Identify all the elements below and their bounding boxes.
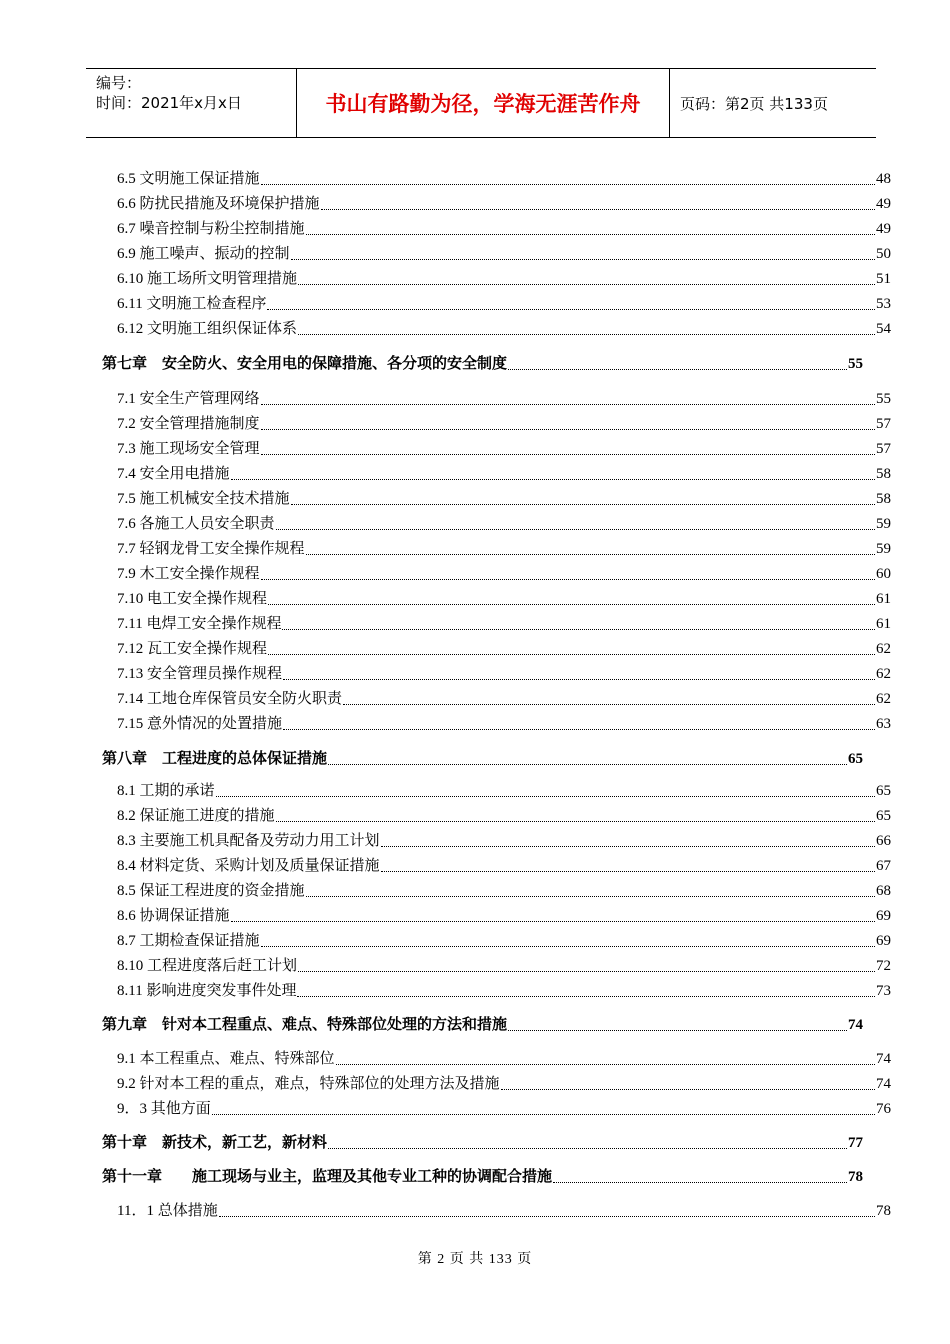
toc-entry-page: 55 xyxy=(876,391,891,407)
toc-section-entry[interactable] xyxy=(117,388,891,410)
toc-entry-page: 61 xyxy=(876,616,891,632)
toc-entry-page: 69 xyxy=(876,933,891,949)
toc-section-entry[interactable] xyxy=(117,293,891,315)
toc-entry-page: 74 xyxy=(876,1051,891,1067)
toc-section-entry[interactable] xyxy=(117,538,891,560)
toc-entry-title: 8.1 工期的承诺 xyxy=(117,783,215,799)
toc-section-entry[interactable] xyxy=(117,193,891,215)
toc-section-entry[interactable] xyxy=(117,980,891,1002)
toc-dot-leader xyxy=(276,821,875,822)
toc-entry-title: 6.5 文明施工保证措施 xyxy=(117,171,260,187)
toc-entry-title: 第十一章 施工现场与业主，监理及其他专业工种的协调配合措施 xyxy=(102,1169,553,1185)
toc-section-entry[interactable] xyxy=(117,563,891,585)
toc-dot-leader xyxy=(381,846,875,847)
toc-section-entry[interactable] xyxy=(117,688,891,710)
toc-section-entry[interactable] xyxy=(117,905,891,927)
toc-dot-leader xyxy=(283,729,875,730)
toc-chapter-entry[interactable] xyxy=(102,1166,863,1188)
toc-entry-page: 68 xyxy=(876,883,891,899)
toc-entry-page: 78 xyxy=(876,1203,891,1219)
toc-entry-title: 9.1 本工程重点、难点、特殊部位 xyxy=(117,1051,335,1067)
toc-entry-title: 7.9 木工安全操作规程 xyxy=(117,566,260,582)
toc-dot-leader xyxy=(268,654,875,655)
toc-entry-title: 7.13 安全管理员操作规程 xyxy=(117,666,283,682)
toc-section-entry[interactable] xyxy=(117,663,891,685)
toc-entry-title: 6.12 文明施工组织保证体系 xyxy=(117,321,298,337)
toc-entry-page: 53 xyxy=(876,296,891,312)
toc-dot-leader xyxy=(298,284,875,285)
toc-entry-page: 67 xyxy=(876,858,891,874)
toc-dot-leader xyxy=(553,1182,847,1183)
toc-entry-page: 49 xyxy=(876,221,891,237)
toc-section-entry[interactable] xyxy=(117,1098,891,1120)
toc-entry-title: 8.3 主要施工机具配备及劳动力用工计划 xyxy=(117,833,380,849)
toc-entry-page: 74 xyxy=(876,1076,891,1092)
toc-entry-page: 63 xyxy=(876,716,891,732)
toc-section-entry[interactable] xyxy=(117,513,891,535)
toc-entry-title: 6.11 文明施工检查程序 xyxy=(117,296,267,312)
toc-dot-leader xyxy=(261,184,875,185)
toc-dot-leader xyxy=(276,529,875,530)
toc-section-entry[interactable] xyxy=(117,638,891,660)
toc-dot-leader xyxy=(231,921,875,922)
toc-section-entry[interactable] xyxy=(117,880,891,902)
toc-dot-leader xyxy=(282,629,875,630)
toc-entry-page: 57 xyxy=(876,416,891,432)
toc-entry-page: 65 xyxy=(876,783,891,799)
toc-entry-page: 66 xyxy=(876,833,891,849)
toc-section-entry[interactable] xyxy=(117,1048,891,1070)
toc-entry-page: 55 xyxy=(848,356,863,372)
toc-entry-page: 57 xyxy=(876,441,891,457)
toc-dot-leader xyxy=(297,996,875,997)
toc-entry-page: 62 xyxy=(876,691,891,707)
toc-chapter-entry[interactable] xyxy=(102,353,863,375)
toc-section-entry[interactable] xyxy=(117,1200,891,1222)
toc-entry-page: 49 xyxy=(876,196,891,212)
toc-entry-title: 7.11 电焊工安全操作规程 xyxy=(117,616,282,632)
toc-section-entry[interactable] xyxy=(117,168,891,190)
toc-section-entry[interactable] xyxy=(117,438,891,460)
toc-entry-page: 62 xyxy=(876,666,891,682)
toc-entry-title: 8.10 工程进度落后赶工计划 xyxy=(117,958,298,974)
page-footer: 第 2 页 共 133 页 xyxy=(417,1252,533,1267)
toc-chapter-entry[interactable] xyxy=(102,1132,863,1154)
toc-entry-title: 8.5 保证工程进度的资金措施 xyxy=(117,883,305,899)
toc-entry-title: 8.11 影响进度突发事件处理 xyxy=(117,983,297,999)
toc-entry-title: 7.4 安全用电措施 xyxy=(117,466,230,482)
toc-entry-title: 6.7 噪音控制与粉尘控制措施 xyxy=(117,221,305,237)
toc-dot-leader xyxy=(306,234,875,235)
toc-section-entry[interactable] xyxy=(117,268,891,290)
toc-entry-title: 7.10 电工安全操作规程 xyxy=(117,591,268,607)
toc-entry-page: 62 xyxy=(876,641,891,657)
toc-section-entry[interactable] xyxy=(117,488,891,510)
toc-entry-title: 7.2 安全管理措施制度 xyxy=(117,416,260,432)
toc-entry-page: 60 xyxy=(876,566,891,582)
toc-dot-leader xyxy=(508,369,847,370)
toc-entry-title: 7.6 各施工人员安全职责 xyxy=(117,516,275,532)
toc-dot-leader xyxy=(328,764,847,765)
toc-section-entry[interactable] xyxy=(117,930,891,952)
toc-section-entry[interactable] xyxy=(117,713,891,735)
toc-entry-title: 11．1 总体措施 xyxy=(117,1203,218,1219)
toc-entry-page: 69 xyxy=(876,908,891,924)
toc-entry-page: 65 xyxy=(876,808,891,824)
toc-dot-leader xyxy=(508,1030,847,1031)
toc-dot-leader xyxy=(212,1114,875,1115)
toc-section-entry[interactable] xyxy=(117,588,891,610)
toc-entry-title: 7.12 瓦工安全操作规程 xyxy=(117,641,268,657)
toc-entry-page: 74 xyxy=(848,1017,863,1033)
toc-entry-page: 50 xyxy=(876,246,891,262)
toc-dot-leader xyxy=(261,454,875,455)
toc-entry-page: 48 xyxy=(876,171,891,187)
toc-entry-page: 78 xyxy=(848,1169,863,1185)
toc-entry-title: 第七章 安全防火、安全用电的保障措施、各分项的安全制度 xyxy=(102,356,508,372)
toc-entry-page: 72 xyxy=(876,958,891,974)
toc-dot-leader xyxy=(298,334,875,335)
toc-entry-page: 73 xyxy=(876,983,891,999)
toc-dot-leader xyxy=(291,259,875,260)
toc-dot-leader xyxy=(268,604,875,605)
toc-entry-page: 61 xyxy=(876,591,891,607)
toc-dot-leader xyxy=(216,796,875,797)
toc-entry-page: 51 xyxy=(876,271,891,287)
toc-section-entry[interactable] xyxy=(117,955,891,977)
toc-section-entry[interactable] xyxy=(117,218,891,240)
toc-dot-leader xyxy=(336,1064,875,1065)
toc-entry-title: 第十章 新技术，新工艺，新材料 xyxy=(102,1135,328,1151)
page-header xyxy=(86,68,876,138)
toc-dot-leader xyxy=(306,896,875,897)
toc-entry-title: 第八章 工程进度的总体保证措施 xyxy=(102,751,328,767)
toc-section-entry[interactable] xyxy=(117,613,891,635)
toc-entry-title: 7.1 安全生产管理网络 xyxy=(117,391,260,407)
toc-entry-title: 9.2 针对本工程的重点，难点，特殊部位的处理方法及措施 xyxy=(117,1076,500,1092)
toc-dot-leader xyxy=(291,504,875,505)
toc-dot-leader xyxy=(321,209,875,210)
toc-dot-leader xyxy=(261,579,875,580)
toc-dot-leader xyxy=(231,479,875,480)
number-label: 编号： xyxy=(96,74,142,92)
toc-entry-page: 77 xyxy=(848,1135,863,1151)
toc-entry-page: 59 xyxy=(876,541,891,557)
toc-section-entry[interactable] xyxy=(117,463,891,485)
toc-dot-leader xyxy=(306,554,875,555)
toc-entry-page: 58 xyxy=(876,466,891,482)
toc-entry-title: 6.6 防扰民措施及环境保护措施 xyxy=(117,196,320,212)
toc-dot-leader xyxy=(261,404,875,405)
toc-entry-page: 59 xyxy=(876,516,891,532)
toc-chapter-entry[interactable] xyxy=(102,748,863,770)
toc-dot-leader xyxy=(343,704,875,705)
toc-dot-leader xyxy=(261,429,875,430)
toc-entry-title: 8.6 协调保证措施 xyxy=(117,908,230,924)
toc-chapter-entry[interactable] xyxy=(102,1014,863,1036)
toc-entry-title: 8.2 保证施工进度的措施 xyxy=(117,808,275,824)
toc-dot-leader xyxy=(501,1089,875,1090)
toc-entry-title: 6.10 施工场所文明管理措施 xyxy=(117,271,298,287)
toc-section-entry[interactable] xyxy=(117,805,891,827)
toc-dot-leader xyxy=(283,679,875,680)
toc-entry-page: 54 xyxy=(876,321,891,337)
toc-entry-title: 8.4 材料定货、采购计划及质量保证措施 xyxy=(117,858,380,874)
date-label: 时间：2021年x月x日 xyxy=(96,94,242,112)
toc-section-entry[interactable] xyxy=(117,830,891,852)
toc-dot-leader xyxy=(298,971,875,972)
header-page-info: 页码：第2页 共133页 xyxy=(680,94,828,113)
toc-entry-title: 7.7 轻钢龙骨工安全操作规程 xyxy=(117,541,305,557)
header-motto: 书山有路勤为径，学海无涯苦作舟 xyxy=(296,69,670,137)
toc-entry-title: 9．3 其他方面 xyxy=(117,1101,211,1117)
toc-entry-page: 58 xyxy=(876,491,891,507)
toc-entry-page: 76 xyxy=(876,1101,891,1117)
toc-entry-title: 6.9 施工噪声、振动的控制 xyxy=(117,246,290,262)
toc-entry-title: 7.3 施工现场安全管理 xyxy=(117,441,260,457)
toc-section-entry[interactable] xyxy=(117,413,891,435)
toc-section-entry[interactable] xyxy=(117,1073,891,1095)
toc-entry-title: 8.7 工期检查保证措施 xyxy=(117,933,260,949)
toc-section-entry[interactable] xyxy=(117,855,891,877)
toc-dot-leader xyxy=(219,1216,875,1217)
toc-dot-leader xyxy=(267,309,875,310)
toc-entry-title: 7.5 施工机械安全技术措施 xyxy=(117,491,290,507)
toc-entry-title: 7.15 意外情况的处置措施 xyxy=(117,716,283,732)
toc-section-entry[interactable] xyxy=(117,243,891,265)
toc-section-entry[interactable] xyxy=(117,780,891,802)
header-meta xyxy=(86,69,296,137)
toc-dot-leader xyxy=(261,946,875,947)
toc-entry-page: 65 xyxy=(848,751,863,767)
toc-entry-title: 第九章 针对本工程重点、难点、特殊部位处理的方法和措施 xyxy=(102,1017,508,1033)
toc-section-entry[interactable] xyxy=(117,318,891,340)
toc-dot-leader xyxy=(328,1148,847,1149)
toc-entry-title: 7.14 工地仓库保管员安全防火职责 xyxy=(117,691,343,707)
toc-dot-leader xyxy=(381,871,875,872)
